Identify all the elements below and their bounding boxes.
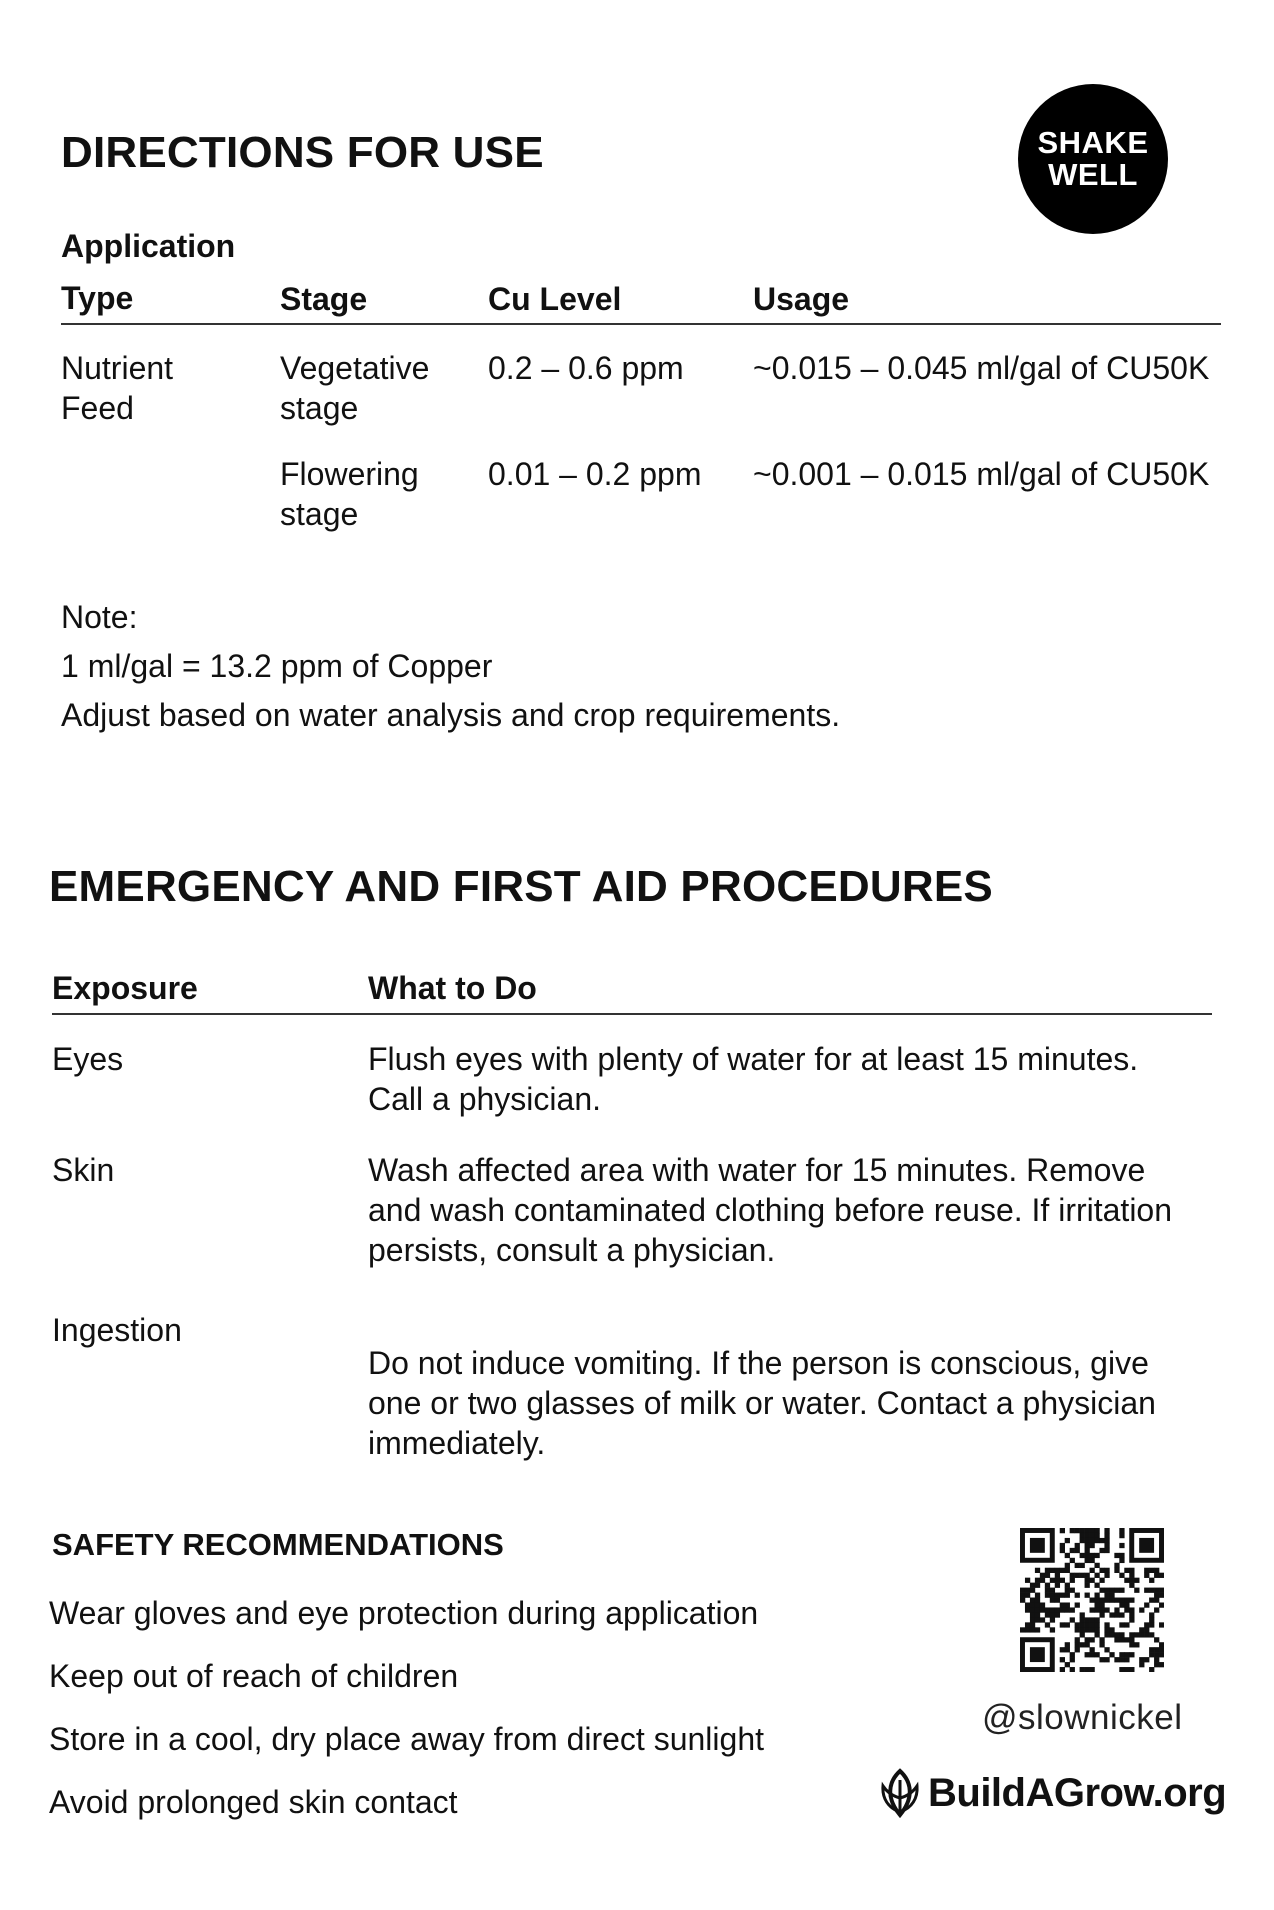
safety-item: Keep out of reach of children xyxy=(49,1658,459,1694)
row2-usage: ~0.001 – 0.015 ml/gal of CU50K xyxy=(753,456,1210,492)
skin-line-2: and wash contaminated clothing before reuse. If irritation xyxy=(368,1192,1173,1228)
exposure-skin: Skin xyxy=(52,1152,115,1188)
skin-instructions xyxy=(368,1150,1172,1270)
safety-title: SAFETY RECOMMENDATIONS xyxy=(52,1527,504,1562)
qr-code-icon[interactable] xyxy=(1020,1528,1164,1672)
row2-stage-line2: stage xyxy=(280,496,359,532)
row1-type-line2: Feed xyxy=(61,390,134,426)
row1-stage-line2: stage xyxy=(280,390,359,426)
safety-item: Avoid prolonged skin contact xyxy=(49,1784,458,1820)
directions-title: DIRECTIONS FOR USE xyxy=(61,128,544,177)
directions-header-rule xyxy=(61,323,1221,325)
ingestion-line-3: immediately. xyxy=(368,1425,546,1461)
header-exposure: Exposure xyxy=(52,970,198,1006)
row2-stage-line1: Flowering xyxy=(280,456,419,492)
note-label: Note: xyxy=(61,599,138,635)
eyes-line-1: Flush eyes with plenty of water for at least 15 minutes. xyxy=(368,1041,1139,1077)
badge-line-1: SHAKE xyxy=(1037,125,1149,160)
safety-item: Wear gloves and eye protection during application xyxy=(49,1595,759,1631)
row1-type xyxy=(61,348,173,428)
header-cu-level: Cu Level xyxy=(488,281,622,317)
row1-type-line1: Nutrient xyxy=(61,350,174,386)
header-what-to-do: What to Do xyxy=(368,970,537,1006)
exposure-eyes: Eyes xyxy=(52,1041,124,1077)
shake-well-badge xyxy=(1018,84,1168,234)
row1-stage xyxy=(280,348,429,428)
emergency-title: EMERGENCY AND FIRST AID PROCEDURES xyxy=(49,862,993,911)
ingestion-line-2: one or two glasses of milk or water. Contact a physician xyxy=(368,1385,1156,1421)
row2-cu-level: 0.01 – 0.2 ppm xyxy=(488,456,702,492)
brand-name: BuildAGrow.org xyxy=(928,1770,1227,1815)
brand-logo xyxy=(878,1768,1226,1818)
note-line-1: 1 ml/gal = 13.2 ppm of Copper xyxy=(61,648,493,684)
row1-cu-level: 0.2 – 0.6 ppm xyxy=(488,350,684,386)
eyes-instructions xyxy=(368,1039,1138,1119)
exposure-ingestion: Ingestion xyxy=(52,1312,182,1348)
header-application: Application xyxy=(61,228,236,264)
safety-item: Store in a cool, dry place away from direct sunlight xyxy=(49,1721,764,1757)
skin-line-3: persists, consult a physician. xyxy=(368,1232,776,1268)
row1-stage-line1: Vegetative xyxy=(280,350,430,386)
emergency-header-rule xyxy=(52,1013,1212,1015)
ingestion-instructions xyxy=(368,1343,1156,1463)
leaf-icon xyxy=(878,1768,922,1818)
ingestion-line-1: Do not induce vomiting. If the person is conscious, give xyxy=(368,1345,1149,1381)
eyes-line-2: Call a physician. xyxy=(368,1081,601,1117)
row1-usage: ~0.015 – 0.045 ml/gal of CU50K xyxy=(753,350,1210,386)
header-usage: Usage xyxy=(753,281,850,317)
header-type: Type xyxy=(61,280,134,316)
row2-stage xyxy=(280,454,419,534)
header-stage: Stage xyxy=(280,281,368,317)
badge-line-2: WELL xyxy=(1048,157,1138,192)
social-handle: @slownickel xyxy=(982,1698,1183,1737)
note-line-2: Adjust based on water analysis and crop requirements. xyxy=(61,697,841,733)
skin-line-1: Wash affected area with water for 15 minutes. Remove xyxy=(368,1152,1146,1188)
